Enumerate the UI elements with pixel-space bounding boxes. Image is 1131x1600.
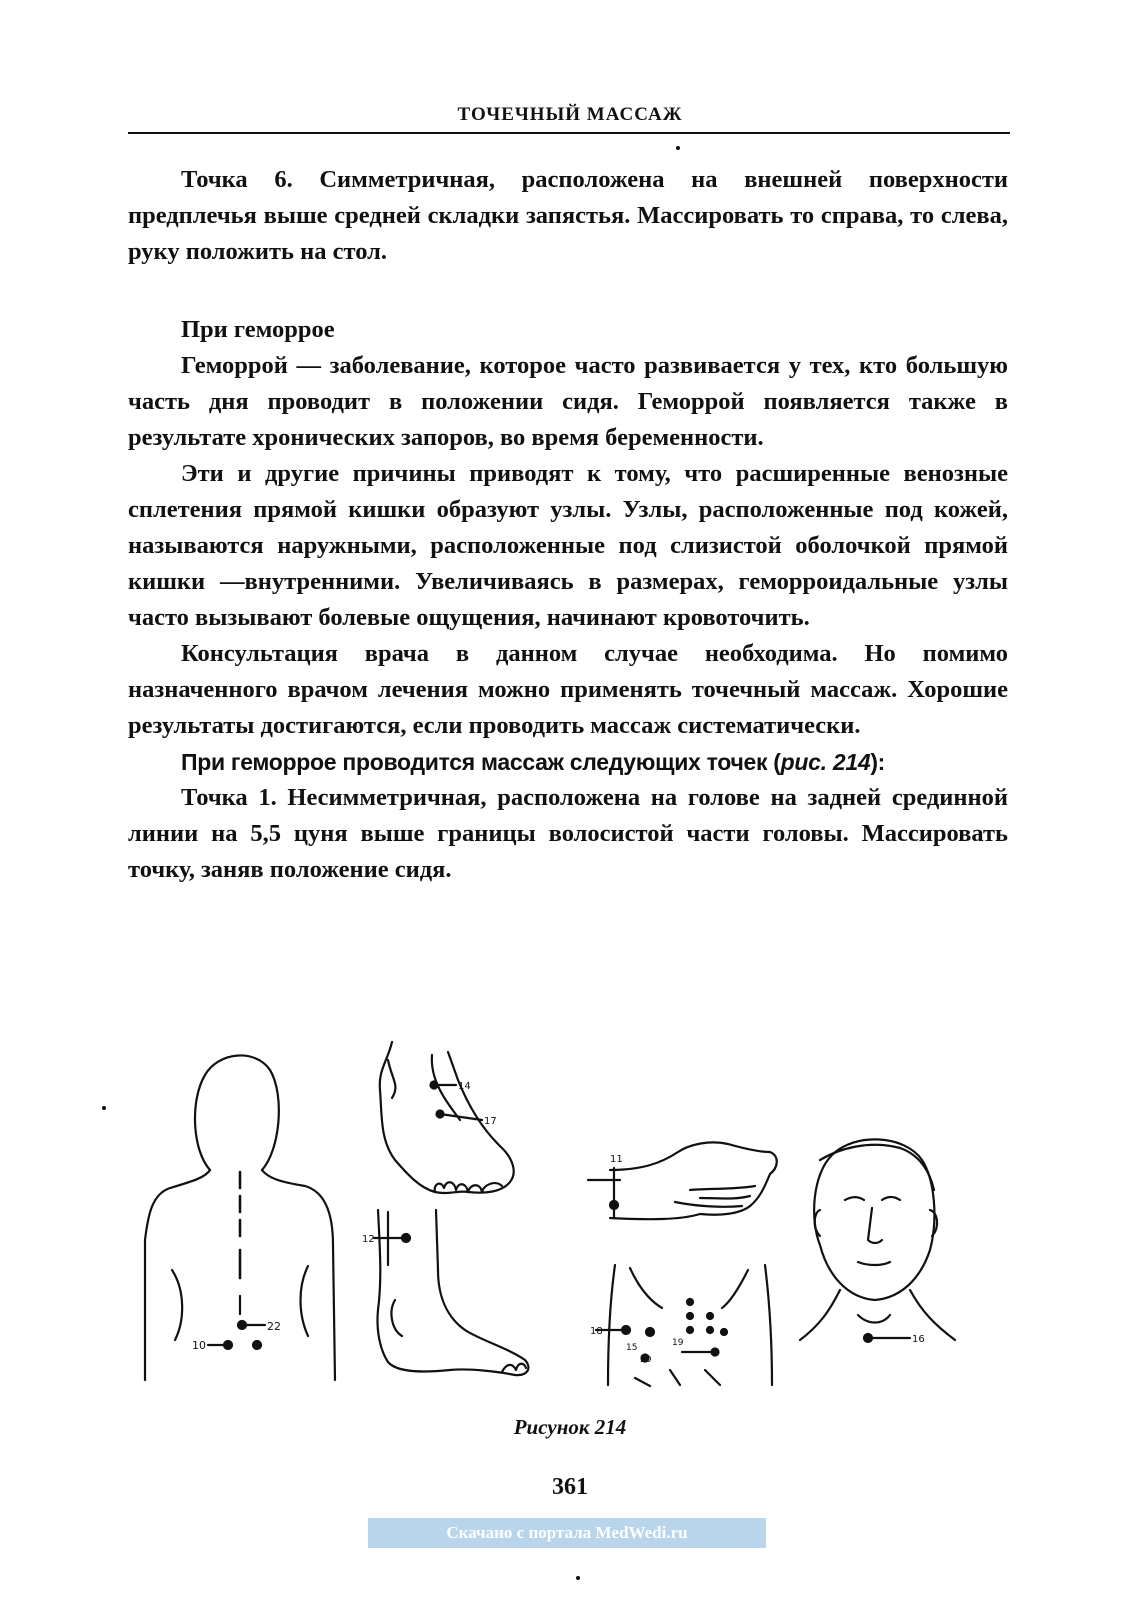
back-waist-left <box>172 1270 182 1340</box>
abdomen-outline-right <box>765 1265 772 1385</box>
foot-heel-line <box>388 1060 395 1098</box>
face-neck <box>800 1290 955 1340</box>
header-rule <box>128 132 1010 134</box>
paragraph-1: Геморрой — заболевание, которое часто развивается у тех, кто большую часть дня проводит в положении сидя. Геморрой появляется также в результате хронических запоров, во время беременности. <box>128 352 1008 451</box>
section-heading: При геморрое <box>181 316 335 343</box>
abdomen-point-15 <box>646 1328 654 1336</box>
face-figure <box>800 1139 955 1345</box>
paragraph-3: Консультация врача в данном случае необходима. Но помимо назначенного врачом лечения можно применять точечный массаж. Хорошие результаты достигаются, если проводить массаж систематически. <box>128 640 1008 739</box>
back-acupoint-right-sacral <box>253 1341 261 1349</box>
back-shoulders-outline-right <box>262 1170 335 1380</box>
abdomen-dot-1 <box>687 1299 693 1305</box>
abdomen-outline-left <box>608 1265 615 1385</box>
face-outline <box>814 1139 934 1300</box>
face-mouth <box>858 1262 890 1265</box>
abdomen-dot-2 <box>687 1313 693 1319</box>
speck <box>102 1106 106 1110</box>
hemorrhoid-section <box>128 312 1008 888</box>
abdomen-figure <box>590 1265 772 1386</box>
abdomen-label-15: 15 <box>626 1343 638 1353</box>
leg-figure <box>362 1210 528 1375</box>
figure-reference: рис. 214 <box>780 749 871 775</box>
point1-paragraph: Точка 1. Несимметричная, расположена на голове на задней срединной линии на 5,5 цуня выше границы волосистой части головы. Массировать точку, заняв положение сидя. <box>128 784 1008 883</box>
speck <box>676 146 680 150</box>
foot-figure <box>380 1042 514 1193</box>
page-number: 361 <box>552 1474 588 1500</box>
point6-block <box>128 162 1008 270</box>
intro-line <box>128 744 1008 780</box>
abdomen-dot-5 <box>707 1327 713 1333</box>
leg-toes <box>502 1364 526 1372</box>
figure-214 <box>130 1040 1010 1400</box>
speck <box>576 1576 580 1580</box>
back-waist-right <box>301 1266 309 1336</box>
leg-outline-back <box>377 1210 528 1375</box>
face-hair <box>820 1145 934 1190</box>
abdomen-dot-4 <box>707 1313 713 1319</box>
foot-label-14: 14 <box>458 1081 471 1092</box>
point6-paragraph: Точка 6. Симметричная, расположена на внешней поверхности предплечья выше средней складки запястья. Массировать то справа, то слева, руку положить на стол. <box>128 166 1008 265</box>
abdomen-label-19: 19 <box>672 1338 684 1348</box>
foot-toes <box>435 1182 502 1192</box>
intro-end: ): <box>870 749 886 775</box>
hand-outline <box>610 1142 777 1219</box>
abdomen-label-18: 18 <box>590 1326 603 1337</box>
back-label-10: 10 <box>192 1339 206 1352</box>
running-header: ТОЧЕЧНЫЙ МАССАЖ <box>457 104 683 125</box>
hand-figure <box>588 1142 777 1219</box>
face-nose <box>868 1208 882 1243</box>
face-eyes <box>845 1197 900 1200</box>
back-acupoints-lumbar <box>192 1320 281 1352</box>
leg-label-12: 12 <box>362 1234 375 1245</box>
watermark-banner: Скачано с портала MedWedi.ru <box>368 1518 766 1548</box>
abdomen-dot-3 <box>687 1327 693 1333</box>
back-label-22: 22 <box>267 1320 281 1333</box>
figure-caption: Рисунок 214 <box>513 1415 627 1439</box>
back-figure <box>145 1055 335 1400</box>
abdomen-dot-6 <box>721 1329 727 1335</box>
abdomen-label-20: 20 <box>640 1355 652 1365</box>
face-collar <box>858 1315 890 1323</box>
hand-point-11 <box>610 1201 618 1209</box>
intro-text: При геморрое проводится массаж следующих точек ( <box>181 749 781 775</box>
back-head-outline <box>195 1055 279 1170</box>
foot-label-17: 17 <box>484 1116 497 1127</box>
hand-label-11: 11 <box>610 1154 623 1165</box>
abdomen-groin <box>635 1370 720 1386</box>
neck-label-16: 16 <box>912 1334 925 1345</box>
paragraph-2: Эти и другие причины приводят к тому, что расширенные венозные сплетения прямой кишки образуют узлы. Узлы, расположенные под кожей, называются наружными, расположенные под слизистой оболочкой прямой кишки —внутренними. Увеличиваясь в размерах, геморроидальные узлы часто вызывают болевые ощущения, начинают кровоточить. <box>128 460 1008 631</box>
hand-fingers <box>675 1186 755 1207</box>
leg-ankle-curve <box>391 1300 402 1336</box>
